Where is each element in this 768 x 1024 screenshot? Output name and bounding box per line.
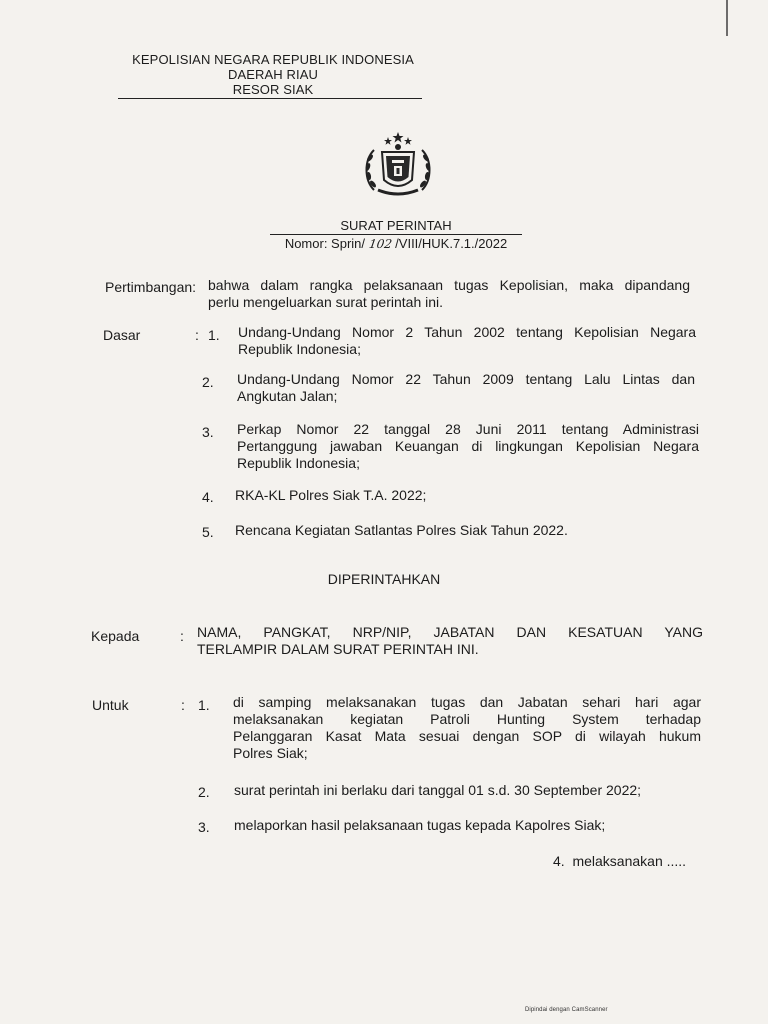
police-emblem-icon bbox=[356, 130, 440, 200]
dasar-item-1-line-2: Republik Indonesia; bbox=[238, 341, 361, 357]
kepada-label: Kepada bbox=[91, 628, 140, 644]
dasar-item-3-line-3: Republik Indonesia; bbox=[237, 455, 360, 471]
kepada-text bbox=[197, 624, 703, 658]
letter-title-block bbox=[270, 218, 522, 252]
dasar-item-5-line-1: Rencana Kegiatan Satlantas Polres Siak Tahun 2022. bbox=[235, 522, 568, 538]
dasar-item-1-number: 1. bbox=[208, 327, 220, 343]
pertimbangan-label: Pertimbangan: bbox=[105, 279, 197, 295]
kepada-colon: : bbox=[180, 628, 184, 644]
continuation-marker: 4. melaksanakan ..... bbox=[553, 853, 687, 869]
dasar-item-2 bbox=[237, 371, 695, 405]
untuk-item-1-line-2: melaksanakan kegiatan Patroli Hunting System terhadap bbox=[233, 711, 701, 727]
letter-number-prefix: Nomor: Sprin/ bbox=[284, 236, 366, 251]
pertimbangan-line-1: bahwa dalam rangka pelaksanaan tugas Kepolisian, maka dipandang bbox=[208, 277, 690, 293]
diperintahkan-heading: DIPERINTAHKAN bbox=[327, 571, 441, 587]
letter-number-suffix: /VIII/HUK.7.1./2022 bbox=[395, 236, 508, 251]
dasar-label: Dasar bbox=[103, 327, 141, 343]
untuk-item-1-line-3: Pelanggaran Kasat Mata sesuai dengan SOP di wilayah hukum bbox=[233, 728, 701, 744]
untuk-item-2-line-1: surat perintah ini berlaku dari tanggal 01 s.d. 30 September 2022; bbox=[234, 782, 642, 798]
dasar-item-5-number: 5. bbox=[202, 524, 214, 540]
pertimbangan-line-2: perlu mengeluarkan surat perintah ini. bbox=[208, 294, 444, 310]
untuk-item-2-number: 2. bbox=[198, 784, 210, 800]
untuk-item-1-line-4: Polres Siak; bbox=[233, 745, 308, 761]
dasar-item-1 bbox=[238, 324, 696, 358]
dasar-item-3-line-1: Perkap Nomor 22 tanggal 28 Juni 2011 tentang Administrasi bbox=[237, 421, 699, 437]
letterhead bbox=[120, 52, 426, 97]
letter-number-handwritten: 102 bbox=[367, 237, 393, 251]
letterhead-line-2: DAERAH RIAU bbox=[228, 67, 318, 82]
kepada-line-2: TERLAMPIR DALAM SURAT PERINTAH INI. bbox=[197, 641, 479, 657]
letter-number bbox=[270, 236, 522, 252]
untuk-item-1-number: 1. bbox=[198, 697, 210, 713]
untuk-item-1 bbox=[233, 694, 701, 762]
untuk-item-3-number: 3. bbox=[198, 819, 210, 835]
untuk-item-3-line-1: melaporkan hasil pelaksanaan tugas kepada Kapolres Siak; bbox=[234, 817, 606, 833]
letterhead-line-1: KEPOLISIAN NEGARA REPUBLIK INDONESIA bbox=[132, 52, 414, 67]
kepada-line-1: NAMA, PANGKAT, NRP/NIP, JABATAN DAN KESATUAN YANG bbox=[197, 624, 703, 640]
dasar-colon: : bbox=[195, 327, 199, 343]
dasar-item-2-number: 2. bbox=[202, 374, 214, 390]
dasar-item-1-line-1: Undang-Undang Nomor 2 Tahun 2002 tentang Kepolisian Negara bbox=[238, 324, 696, 340]
dasar-item-3-number: 3. bbox=[202, 424, 214, 440]
dasar-item-2-line-1: Undang-Undang Nomor 22 Tahun 2009 tentang Lalu Lintas dan bbox=[237, 371, 695, 387]
scanner-footer-note: Dipindai dengan CamScanner bbox=[525, 1007, 608, 1013]
untuk-label: Untuk bbox=[92, 697, 129, 713]
dasar-item-4-line-1: RKA-KL Polres Siak T.A. 2022; bbox=[235, 487, 427, 503]
letterhead-underline bbox=[118, 98, 422, 99]
dasar-item-3 bbox=[237, 421, 699, 472]
dasar-item-4-number: 4. bbox=[202, 489, 214, 505]
letterhead-line-3: RESOR SIAK bbox=[232, 82, 314, 97]
dasar-item-3-line-2: Pertanggung jawaban Keuangan di lingkungan Kepolisian Negara bbox=[237, 438, 699, 454]
letter-title: SURAT PERINTAH bbox=[270, 218, 522, 235]
dasar-item-2-line-2: Angkutan Jalan; bbox=[237, 388, 338, 404]
untuk-colon: : bbox=[181, 697, 185, 713]
untuk-item-1-line-1: di samping melaksanakan tugas dan Jabatan sehari hari agar bbox=[233, 694, 701, 710]
pertimbangan-text bbox=[208, 277, 690, 311]
scan-edge-mark bbox=[726, 0, 728, 36]
